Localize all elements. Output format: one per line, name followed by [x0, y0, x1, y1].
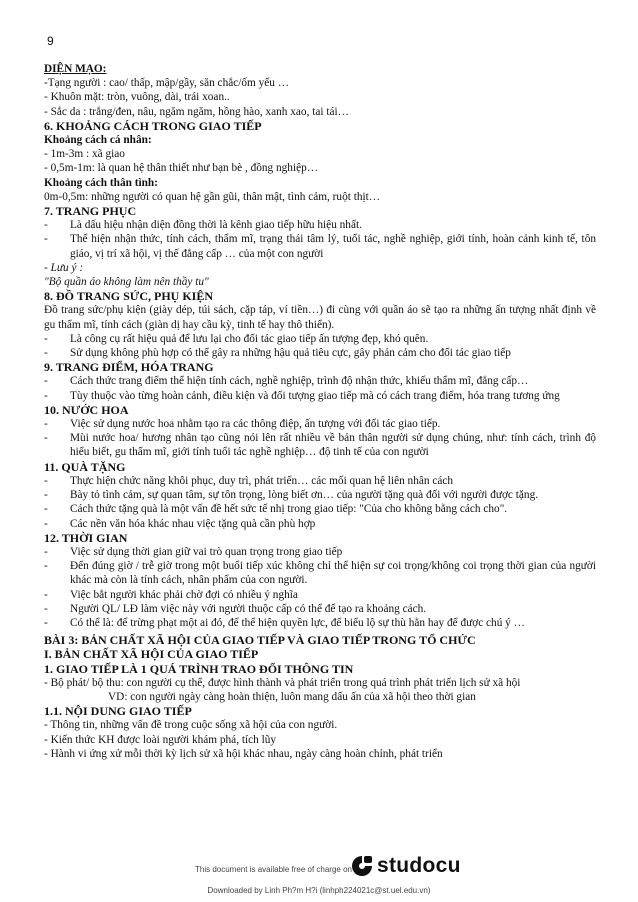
note-label: - Lưu ý :: [44, 261, 84, 274]
bullet-item: - Thực hiện chức năng khôi phục, duy trì, phát triển… các mối quan hệ liên nhân cách: [44, 474, 596, 488]
document-body: [44, 62, 596, 761]
text-line: - Thông tin, những vấn đề trong cuộc sống xã hội của con người.: [44, 719, 338, 732]
subsection-title: 1.1. NỘI DUNG GIAO TIẾP: [44, 704, 192, 719]
bullet-item: - Là dấu hiệu nhận diện đồng thời là kênh giao tiếp hữu hiệu nhất.: [44, 218, 596, 232]
text-line: - Kiến thức KH được loài người khám phá, tích lũy: [44, 733, 277, 746]
section-title: 1. GIAO TIẾP LÀ 1 QUÁ TRÌNH TRAO ĐỔI THÔNG TIN: [44, 661, 354, 676]
page-footer: [0, 852, 638, 902]
section-title-11: 11. QUÀ TẶNG: [44, 459, 126, 474]
text-line: 0m-0,5m: những người có quan hệ gần gũi, thân mật, tình cảm, ruột thịt…: [44, 190, 381, 203]
section-title-6: 6. KHOẢNG CÁCH TRONG GIAO TIẾP: [44, 118, 262, 133]
bullet-item: - Đến đúng giờ / trễ giờ trong một buổi tiếp xúc không chỉ thể hiện sự coi trọng/không coi trọng thời gian của người khác mà còn là tính cách, nhân phẩm của con người.: [44, 559, 596, 587]
availability-note: This document is available free of charge on: [195, 865, 352, 874]
download-attribution: Downloaded by Linh Ph?m H?i (linhph224021c@st.uel.edu.vn): [207, 886, 431, 895]
section-title-12: 12. THỜI GIAN: [44, 530, 128, 545]
studocu-logo-icon: [350, 854, 374, 878]
paragraph: Đồ trang sức/phụ kiện (giày dép, túi sách, cặp táp, ví tiền…) đi cùng với quần áo sẽ tạo ra những ấn tượng nhất định về gu thẩm mĩ, tính cách (giàn dị hay cầu kỳ, tinh tế hay thô thiển).: [44, 304, 596, 331]
note-quote: "Bộ quần áo không làm nên thầy tu": [44, 276, 209, 289]
section-title-10: 10. NƯỚC HOA: [44, 402, 129, 417]
section-title-9: 9. TRANG ĐIỂM, HÓA TRANG: [44, 360, 214, 375]
studocu-logo-text: studocu: [377, 854, 461, 877]
bullet-item: - Cách thức tặng quà là một vấn đề hết sức tế nhị trong giao tiếp: "Của cho không bằng cách cho".: [44, 502, 596, 516]
text-line: - Hành vi ứng xử mỗi thời kỳ lịch sử xã hội khác nhau, ngày càng hoàn chỉnh, phát triển: [44, 747, 443, 760]
lesson-title: BÀI 3: BẢN CHẤT XÃ HỘI CỦA GIAO TIẾP VÀ GIAO TIẾP TRONG TỔ CHỨC: [44, 633, 476, 648]
bullet-item: - Cách thức trang điểm thể hiện tính cách, nghề nghiệp, trình độ nhận thức, khiếu thẩm mĩ, đẳng cấp…: [44, 374, 596, 388]
bullet-item: - Việc sử dụng nước hoa nhằm tạo ra các thông điệp, ấn tượng với đối tác giao tiếp.: [44, 417, 596, 431]
bullet-item: - Việc sử dụng thời gian giữ vai trò quan trọng trong giao tiếp: [44, 545, 596, 559]
section-title-dien-mao: DIỆN MẠO:: [44, 63, 107, 75]
page-number: 9: [47, 34, 54, 48]
bullet-item: - Bày tỏ tình cảm, sự quan tâm, sự tôn trọng, lòng biết ơn… của người tặng quà đối với người được tặng.: [44, 488, 596, 502]
bullet-item: - Các nền văn hóa khác nhau việc tặng quà cần phù hợp: [44, 517, 596, 531]
subheading: Khoảng cách cá nhân:: [44, 134, 152, 147]
text-line: - Bộ phát/ bộ thu: con người cụ thể, được hình thành và phát triển trong quá trình phát triển lịch sử xã hội: [44, 676, 521, 689]
example-line: VD: con người ngày càng hoàn thiện, luôn mang dấu ấn của xã hội theo thời gian: [108, 690, 476, 703]
text-line: - Khuôn mặt: tròn, vuông, dài, trái xoan..: [44, 91, 230, 104]
bullet-item: - Thể hiện nhận thức, tính cách, thẩm mĩ, trạng thái tâm lý, tuổi tác, nghề nghiệp, giới tính, hoàn cảnh kinh tế, tôn giáo, vị trí xã hội, vị thế đẳng cấp … của một con người: [44, 232, 596, 260]
text-line: - Sắc da : trắng/đen, nâu, ngăm ngăm, hồng hào, xanh xao, tai tái…: [44, 105, 349, 118]
bullet-item: - Người QL/ LĐ làm việc này với người thuộc cấp có thể để tạo ra khoảng cách.: [44, 602, 596, 616]
section-title-7: 7. TRANG PHỤC: [44, 204, 137, 219]
studocu-logo[interactable]: [350, 854, 461, 878]
bullet-item: - Có thể là: để trừng phạt một ai đó, để thể hiện quyền lực, để biểu lộ sự thù hằn hay để được chú ý …: [44, 616, 596, 630]
text-line: - 0,5m-1m: là quan hệ thân thiết như bạn bè , đồng nghiệp…: [44, 162, 319, 175]
section-title-8: 8. ĐỒ TRANG SỨC, PHỤ KIỆN: [44, 289, 214, 304]
bullet-item: - Là công cụ rất hiệu quả để lưu lại cho đối tác giao tiếp ấn tượng đẹp, khó quên.: [44, 332, 596, 346]
bullet-item: - Việc bắt người khác phải chờ đợi có nhiều ý nghĩa: [44, 588, 596, 602]
bullet-item: - Mùi nước hoa/ hương nhân tạo cũng nói lên rất nhiều về bản thân người sử dụng chúng, như: tính cách, trình độ hiểu biết, gu thẩm mĩ, giới tính tuổi tác nghề nghiệp… độ tinh tế của con người: [44, 431, 596, 459]
text-line: - 1m-3m : xã giao: [44, 148, 125, 161]
bullet-item: - Sử dụng không phù hợp có thể gây ra những hậu quả tiêu cực, gây phản cảm cho đối tác giao tiếp: [44, 346, 596, 360]
text-line: -Tạng người : cao/ thấp, mập/gầy, săn chắc/ốm yếu …: [44, 77, 290, 90]
subheading: Khoảng cách thân tình:: [44, 176, 158, 189]
bullet-item: - Tùy thuộc vào từng hoàn cảnh, điều kiện và đối tượng giao tiếp mà có cách trang điểm, hóa trang tương ứng: [44, 389, 596, 403]
part-title: I. BẢN CHẤT XÃ HỘI CỦA GIAO TIẾP: [44, 647, 259, 662]
